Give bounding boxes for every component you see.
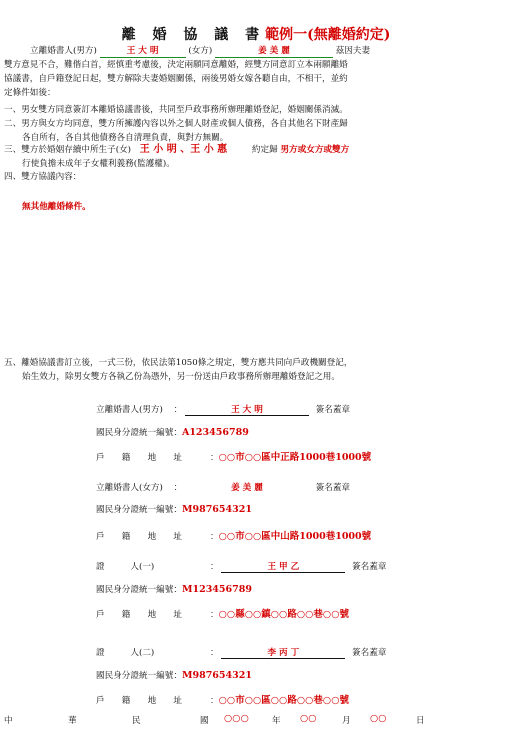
sig-female-row [96, 481, 350, 493]
sig-witness1-addr: ○○縣○○鎮○○路○○巷○○號 [218, 609, 350, 620]
addr-label: 戶 籍 地 址 [96, 532, 182, 542]
intro-mid: (女方) [188, 46, 213, 56]
sig-female-id: M987654321 [181, 504, 252, 515]
intro-lead: 立離婚書人(男方) [30, 46, 97, 56]
clause-4-content: 無其他離婚條件。 [22, 202, 91, 212]
sign-label: 簽名蓋章 [352, 648, 387, 658]
sig-male-role: 立離婚書人(男方) [96, 405, 163, 415]
intro-male-name: 王 大 明 [100, 45, 186, 58]
sig-female-addr: ○○市○○區中山路1000巷1000號 [218, 531, 372, 542]
colon: ： [173, 483, 183, 493]
date-year: ○○○ [224, 713, 249, 724]
sig-witness2-addr-row [96, 692, 349, 706]
intro-tail: 茲因夫妻 [335, 46, 371, 56]
sig-male-id: A123456789 [181, 427, 249, 438]
sig-female-role: 立離婚書人(女方) [96, 483, 163, 493]
sig-female-name: 姜 美 麗 [231, 483, 263, 493]
intro-line-2: 雙方意見不合，難偕白首，經慎重考慮後，決定兩願同意離婚，經雙方同意訂立本兩願離婚 [4, 60, 348, 70]
sig-witness2-row [96, 646, 386, 659]
intro-line-1 [30, 45, 370, 58]
clause-5b: 始生效力，除男女雙方各執乙份為憑外，另一份送由戶政事務所辦理離婚登記之用。 [22, 372, 340, 382]
date-c3: 民 [132, 716, 141, 726]
clause-2a: 二、男方與女方均同意，雙方所擁護內容以外之個人財產或個人債務，各自其他名下財產歸 [4, 119, 348, 129]
sign-label: 簽名蓋章 [315, 405, 351, 415]
sig-witness1-row [96, 560, 386, 573]
addr-label: 戶 籍 地 址 [96, 610, 182, 620]
sig-witness2-role: 證 人(二) [96, 648, 155, 658]
clause-3-mid: 約定歸 [251, 145, 278, 155]
sig-witness2-name: 李 丙 丁 [221, 646, 345, 659]
colon: ： [210, 610, 219, 620]
clause-3b: 行使負擔未成年子女權利義務(監護權)。 [22, 159, 175, 169]
title-sub: 範例一(無離婚約定) [265, 27, 391, 43]
clause-5a: 五、離婚協議書訂立後，一式三份，依民法第1050條之規定，雙方應共同向戶政機關登記， [4, 358, 353, 368]
colon: ： [210, 696, 219, 706]
sig-male-addr-row [96, 449, 371, 463]
date-year-label: 年 [272, 716, 281, 726]
colon: ： [210, 453, 219, 463]
date-c2: 華 [68, 716, 77, 726]
sig-witness2-id-row [96, 669, 252, 681]
date-month-label: 月 [342, 716, 351, 726]
id-label: 國民身分證統一編號： [96, 428, 182, 438]
sig-male-row [96, 403, 350, 416]
clause-3-lead: 三、雙方於婚姻存續中所生子(女) [4, 145, 132, 155]
sig-female-id-row [96, 503, 252, 515]
date-month: ○○ [300, 713, 317, 724]
date-day-label: 日 [416, 716, 425, 726]
colon: ： [210, 648, 219, 658]
sig-female-addr-row [96, 528, 371, 542]
id-label: 國民身分證統一編號： [96, 585, 182, 595]
sig-male-id-row [96, 426, 249, 438]
sig-witness2-id: M987654321 [181, 670, 252, 681]
id-label: 國民身分證統一編號： [96, 505, 182, 515]
intro-female-name: 姜 美 麗 [215, 45, 333, 58]
addr-label: 戶 籍 地 址 [96, 696, 182, 706]
intro-line-4: 定條件如後： [4, 88, 56, 98]
intro-line-3: 協議書，自戶籍登記日起，雙方解除夫妻婚姻關係，兩後男婚女嫁各聽自由，不相干，並約 [4, 74, 348, 84]
sig-witness1-role: 證 人(一) [96, 562, 155, 572]
sig-witness2-addr: ○○市○○區○○路○○巷○○號 [218, 695, 350, 706]
sig-witness1-id-row [96, 583, 252, 595]
clause-3 [4, 144, 349, 156]
sign-label: 簽名蓋章 [315, 483, 351, 493]
id-label: 國民身分證統一編號： [96, 671, 182, 681]
colon: ： [173, 405, 183, 415]
sig-male-name: 王 大 明 [185, 403, 309, 416]
sign-label: 簽名蓋章 [352, 562, 387, 572]
addr-label: 戶 籍 地 址 [96, 453, 182, 463]
colon: ： [210, 532, 219, 542]
sig-witness1-name: 王 甲 乙 [221, 560, 345, 573]
date-c4: 國 [200, 716, 209, 726]
date-day: ○○ [370, 713, 387, 724]
document-title [0, 24, 512, 44]
clause-2b: 各自所有，各自其他債務各自清理負責，與對方無關。 [22, 133, 229, 143]
title-main: 離 婚 協 議 書 [121, 27, 266, 43]
sig-witness1-id: M123456789 [181, 584, 252, 595]
clause-3-red: 男方或女方或雙方 [280, 145, 350, 155]
sig-male-addr: ○○市○○區中正路1000巷1000號 [218, 452, 372, 463]
colon: ： [210, 562, 219, 572]
clause-4: 四、雙方協議內容： [4, 172, 82, 182]
clause-1: 一、男女雙方同意簽訂本離婚協議書後，共同至戶政事務所辦理離婚登記，婚姻關係消滅。 [4, 105, 348, 115]
date-c1: 中 [4, 716, 13, 726]
clause-3-children: 王 小 明 、王 小 惠 [139, 144, 228, 155]
sig-witness1-addr-row [96, 606, 349, 620]
